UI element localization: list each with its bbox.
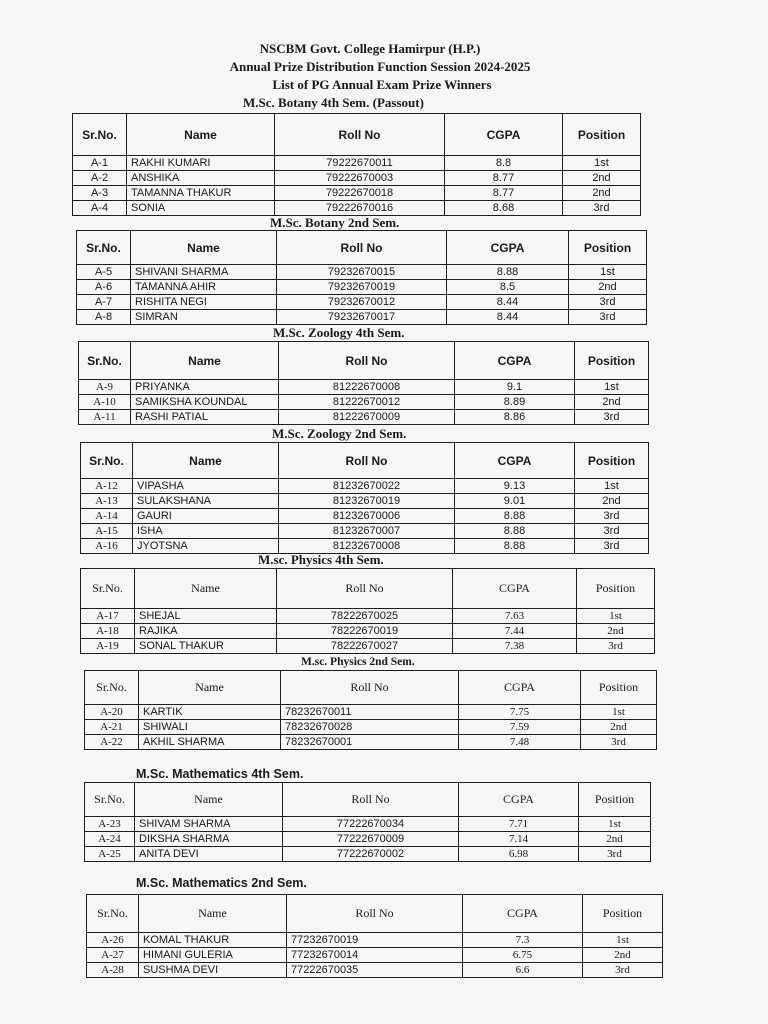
- sr-cell: A-6: [77, 280, 131, 295]
- prize-table: [86, 894, 663, 978]
- position-cell: 3rd: [569, 310, 647, 325]
- cgpa-cell: 8.8: [445, 156, 563, 171]
- cgpa-cell: 6.6: [463, 963, 583, 978]
- prize-table: [76, 230, 647, 325]
- cgpa-cell: 7.59: [459, 720, 581, 735]
- table-row: [77, 280, 647, 295]
- table-row: [81, 624, 655, 639]
- cgpa-cell: 6.75: [463, 948, 583, 963]
- section-title: M.Sc. Zoology 4th Sem.: [273, 325, 405, 340]
- col-header-name: Name: [135, 783, 283, 817]
- roll-cell: 77222670002: [283, 847, 459, 862]
- table-row: [77, 295, 647, 310]
- position-cell: 1st: [575, 479, 649, 494]
- college-name: NSCBM Govt. College Hamirpur (H.P.): [259, 41, 481, 56]
- table-row: [81, 494, 649, 509]
- roll-cell: 81232670019: [279, 494, 455, 509]
- roll-cell: 81232670006: [279, 509, 455, 524]
- sr-cell: A-16: [81, 539, 133, 554]
- cgpa-cell: 8.68: [445, 201, 563, 216]
- sr-cell: A-21: [85, 720, 139, 735]
- col-header-name: Name: [135, 569, 277, 609]
- name-cell: SHEJAL: [135, 609, 277, 624]
- roll-cell: 78232670028: [281, 720, 459, 735]
- col-header-srno: Sr.No.: [81, 443, 133, 479]
- col-header-position: Position: [575, 443, 649, 479]
- name-cell: RISHITA NEGI: [131, 295, 277, 310]
- position-cell: 2nd: [577, 624, 655, 639]
- name-cell: HIMANI GULERIA: [139, 948, 287, 963]
- col-header-roll: Roll No: [279, 342, 455, 380]
- table-row: [81, 639, 655, 654]
- roll-cell: 81222670012: [279, 395, 455, 410]
- sr-cell: A-9: [79, 380, 131, 395]
- position-cell: 3rd: [575, 410, 649, 425]
- cgpa-cell: 8.77: [445, 186, 563, 201]
- cgpa-cell: 8.88: [455, 509, 575, 524]
- table-row: [73, 201, 641, 216]
- position-cell: 3rd: [579, 847, 651, 862]
- cgpa-cell: 7.44: [453, 624, 577, 639]
- position-cell: 3rd: [569, 295, 647, 310]
- table-row: [85, 847, 651, 862]
- name-cell: KARTIK: [139, 705, 281, 720]
- roll-cell: 77222670009: [283, 832, 459, 847]
- table-row: [73, 156, 641, 171]
- col-header-roll: Roll No: [287, 895, 463, 933]
- cgpa-cell: 9.1: [455, 380, 575, 395]
- col-header-srno: Sr.No.: [81, 569, 135, 609]
- sr-cell: A-11: [79, 410, 131, 425]
- position-cell: 1st: [575, 380, 649, 395]
- position-cell: 1st: [569, 265, 647, 280]
- table-row: [87, 933, 663, 948]
- table-header-row: [81, 443, 649, 479]
- cgpa-cell: 9.13: [455, 479, 575, 494]
- cgpa-cell: 7.75: [459, 705, 581, 720]
- roll-cell: 78232670001: [281, 735, 459, 750]
- col-header-position: Position: [563, 114, 641, 156]
- sr-cell: A-19: [81, 639, 135, 654]
- position-cell: 3rd: [563, 201, 641, 216]
- col-header-cgpa: CGPA: [455, 443, 575, 479]
- position-cell: 3rd: [575, 539, 649, 554]
- prize-table: [80, 442, 649, 554]
- sr-cell: A-12: [81, 479, 133, 494]
- cgpa-cell: 8.89: [455, 395, 575, 410]
- col-header-roll: Roll No: [277, 569, 453, 609]
- col-header-cgpa: CGPA: [459, 671, 581, 705]
- col-header-name: Name: [131, 231, 277, 265]
- section-title: M.Sc. Mathematics 2nd Sem.: [136, 876, 307, 890]
- col-header-cgpa: CGPA: [463, 895, 583, 933]
- sr-cell: A-15: [81, 524, 133, 539]
- name-cell: ISHA: [133, 524, 279, 539]
- roll-cell: 77232670019: [287, 933, 463, 948]
- position-cell: 3rd: [583, 963, 663, 978]
- cgpa-cell: 7.3: [463, 933, 583, 948]
- position-cell: 1st: [579, 817, 651, 832]
- position-cell: 1st: [577, 609, 655, 624]
- col-header-cgpa: CGPA: [455, 342, 575, 380]
- sr-cell: A-7: [77, 295, 131, 310]
- table-row: [81, 479, 649, 494]
- table-row: [87, 948, 663, 963]
- sr-cell: A-13: [81, 494, 133, 509]
- table-row: [79, 410, 649, 425]
- col-header-roll: Roll No: [277, 231, 447, 265]
- name-cell: ANSHIKA: [127, 171, 275, 186]
- roll-cell: 78222670019: [277, 624, 453, 639]
- cgpa-cell: 7.71: [459, 817, 579, 832]
- table-row: [77, 310, 647, 325]
- col-header-srno: Sr.No.: [73, 114, 127, 156]
- col-header-position: Position: [575, 342, 649, 380]
- sr-cell: A-2: [73, 171, 127, 186]
- position-cell: 2nd: [583, 948, 663, 963]
- name-cell: SHIWALI: [139, 720, 281, 735]
- sr-cell: A-23: [85, 817, 135, 832]
- sr-cell: A-27: [87, 948, 139, 963]
- position-cell: 2nd: [563, 186, 641, 201]
- section-title: M.sc. Physics 2nd Sem.: [301, 656, 415, 668]
- table-row: [77, 265, 647, 280]
- col-header-position: Position: [577, 569, 655, 609]
- table-header-row: [79, 342, 649, 380]
- sr-cell: A-24: [85, 832, 135, 847]
- roll-cell: 78232670011: [281, 705, 459, 720]
- table-header-row: [85, 671, 657, 705]
- col-header-name: Name: [131, 342, 279, 380]
- col-header-name: Name: [133, 443, 279, 479]
- roll-cell: 79232670015: [277, 265, 447, 280]
- col-header-cgpa: CGPA: [453, 569, 577, 609]
- position-cell: 2nd: [581, 720, 657, 735]
- roll-cell: 77232670014: [287, 948, 463, 963]
- name-cell: SONAL THAKUR: [135, 639, 277, 654]
- section-title: M.Sc. Botany 2nd Sem.: [270, 215, 400, 230]
- position-cell: 1st: [563, 156, 641, 171]
- document-header: [0, 40, 768, 94]
- roll-cell: 79222670011: [275, 156, 445, 171]
- function-title: Annual Prize Distribution Function Session 2024-2025: [229, 59, 531, 74]
- cgpa-cell: 8.88: [455, 524, 575, 539]
- roll-cell: 81222670009: [279, 410, 455, 425]
- name-cell: SONIA: [127, 201, 275, 216]
- name-cell: DIKSHA SHARMA: [135, 832, 283, 847]
- table-header-row: [81, 569, 655, 609]
- table-row: [87, 963, 663, 978]
- col-header-roll: Roll No: [279, 443, 455, 479]
- table-row: [73, 171, 641, 186]
- name-cell: JYOTSNA: [133, 539, 279, 554]
- prize-table: [84, 670, 657, 750]
- sr-cell: A-20: [85, 705, 139, 720]
- name-cell: SHIVANI SHARMA: [131, 265, 277, 280]
- sr-cell: A-14: [81, 509, 133, 524]
- name-cell: TAMANNA THAKUR: [127, 186, 275, 201]
- sr-cell: A-10: [79, 395, 131, 410]
- sr-cell: A-28: [87, 963, 139, 978]
- sr-cell: A-17: [81, 609, 135, 624]
- prize-table: [72, 113, 641, 216]
- col-header-position: Position: [579, 783, 651, 817]
- cgpa-cell: 6.98: [459, 847, 579, 862]
- name-cell: ANITA DEVI: [135, 847, 283, 862]
- table-row: [85, 735, 657, 750]
- position-cell: 3rd: [581, 735, 657, 750]
- roll-cell: 78222670027: [277, 639, 453, 654]
- position-cell: 2nd: [575, 395, 649, 410]
- section-title: M.Sc. Botany 4th Sem. (Passout): [243, 95, 424, 110]
- col-header-srno: Sr.No.: [77, 231, 131, 265]
- table-header-row: [87, 895, 663, 933]
- table-row: [79, 380, 649, 395]
- name-cell: SHIVAM SHARMA: [135, 817, 283, 832]
- prize-table: [80, 568, 655, 654]
- section-title: M.Sc. Mathematics 4th Sem.: [136, 767, 304, 781]
- col-header-srno: Sr.No.: [85, 783, 135, 817]
- sr-cell: A-1: [73, 156, 127, 171]
- position-cell: 2nd: [575, 494, 649, 509]
- prize-table: [78, 341, 649, 425]
- col-header-cgpa: CGPA: [445, 114, 563, 156]
- cgpa-cell: 7.48: [459, 735, 581, 750]
- table-row: [81, 609, 655, 624]
- cgpa-cell: 8.88: [455, 539, 575, 554]
- cgpa-cell: 8.44: [447, 295, 569, 310]
- name-cell: SIMRAN: [131, 310, 277, 325]
- sr-cell: A-26: [87, 933, 139, 948]
- col-header-cgpa: CGPA: [447, 231, 569, 265]
- roll-cell: 79222670016: [275, 201, 445, 216]
- col-header-srno: Sr.No.: [87, 895, 139, 933]
- table-row: [85, 817, 651, 832]
- sr-cell: A-25: [85, 847, 135, 862]
- table-row: [85, 832, 651, 847]
- col-header-roll: Roll No: [275, 114, 445, 156]
- position-cell: 3rd: [577, 639, 655, 654]
- cgpa-cell: 8.5: [447, 280, 569, 295]
- table-header-row: [77, 231, 647, 265]
- col-header-roll: Roll No: [283, 783, 459, 817]
- roll-cell: 81232670022: [279, 479, 455, 494]
- name-cell: GAURI: [133, 509, 279, 524]
- roll-cell: 81222670008: [279, 380, 455, 395]
- sr-cell: A-18: [81, 624, 135, 639]
- roll-cell: 81232670008: [279, 539, 455, 554]
- col-header-position: Position: [583, 895, 663, 933]
- name-cell: KOMAL THAKUR: [139, 933, 287, 948]
- col-header-roll: Roll No: [281, 671, 459, 705]
- col-header-position: Position: [581, 671, 657, 705]
- table-row: [79, 395, 649, 410]
- table-header-row: [85, 783, 651, 817]
- roll-cell: 77222670034: [283, 817, 459, 832]
- position-cell: 3rd: [575, 509, 649, 524]
- col-header-cgpa: CGPA: [459, 783, 579, 817]
- sr-cell: A-5: [77, 265, 131, 280]
- section-title: M.sc. Physics 4th Sem.: [258, 552, 384, 567]
- cgpa-cell: 7.38: [453, 639, 577, 654]
- sr-cell: A-3: [73, 186, 127, 201]
- name-cell: PRIYANKA: [131, 380, 279, 395]
- prize-table: [84, 782, 651, 862]
- name-cell: VIPASHA: [133, 479, 279, 494]
- col-header-name: Name: [127, 114, 275, 156]
- col-header-srno: Sr.No.: [79, 342, 131, 380]
- name-cell: RAKHI KUMARI: [127, 156, 275, 171]
- table-row: [81, 524, 649, 539]
- roll-cell: 79232670012: [277, 295, 447, 310]
- name-cell: SAMIKSHA KOUNDAL: [131, 395, 279, 410]
- table-row: [73, 186, 641, 201]
- list-title: List of PG Annual Exam Prize Winners: [272, 77, 492, 92]
- name-cell: AKHIL SHARMA: [139, 735, 281, 750]
- position-cell: 2nd: [563, 171, 641, 186]
- cgpa-cell: 7.14: [459, 832, 579, 847]
- col-header-name: Name: [139, 671, 281, 705]
- cgpa-cell: 8.77: [445, 171, 563, 186]
- name-cell: RAJIKA: [135, 624, 277, 639]
- sr-cell: A-22: [85, 735, 139, 750]
- cgpa-cell: 9.01: [455, 494, 575, 509]
- position-cell: 2nd: [569, 280, 647, 295]
- cgpa-cell: 8.86: [455, 410, 575, 425]
- roll-cell: 79222670018: [275, 186, 445, 201]
- roll-cell: 78222670025: [277, 609, 453, 624]
- table-header-row: [73, 114, 641, 156]
- position-cell: 1st: [581, 705, 657, 720]
- sr-cell: A-8: [77, 310, 131, 325]
- section-title: M.Sc. Zoology 2nd Sem.: [272, 426, 407, 441]
- roll-cell: 79232670017: [277, 310, 447, 325]
- cgpa-cell: 8.88: [447, 265, 569, 280]
- col-header-position: Position: [569, 231, 647, 265]
- roll-cell: 79232670019: [277, 280, 447, 295]
- cgpa-cell: 7.63: [453, 609, 577, 624]
- sr-cell: A-4: [73, 201, 127, 216]
- col-header-srno: Sr.No.: [85, 671, 139, 705]
- position-cell: 2nd: [579, 832, 651, 847]
- roll-cell: 79222670003: [275, 171, 445, 186]
- col-header-name: Name: [139, 895, 287, 933]
- name-cell: RASHI PATIAL: [131, 410, 279, 425]
- table-row: [81, 509, 649, 524]
- name-cell: TAMANNA AHIR: [131, 280, 277, 295]
- name-cell: SUSHMA DEVI: [139, 963, 287, 978]
- position-cell: 3rd: [575, 524, 649, 539]
- roll-cell: 77222670035: [287, 963, 463, 978]
- table-row: [85, 720, 657, 735]
- cgpa-cell: 8.44: [447, 310, 569, 325]
- roll-cell: 81232670007: [279, 524, 455, 539]
- name-cell: SULAKSHANA: [133, 494, 279, 509]
- table-row: [85, 705, 657, 720]
- position-cell: 1st: [583, 933, 663, 948]
